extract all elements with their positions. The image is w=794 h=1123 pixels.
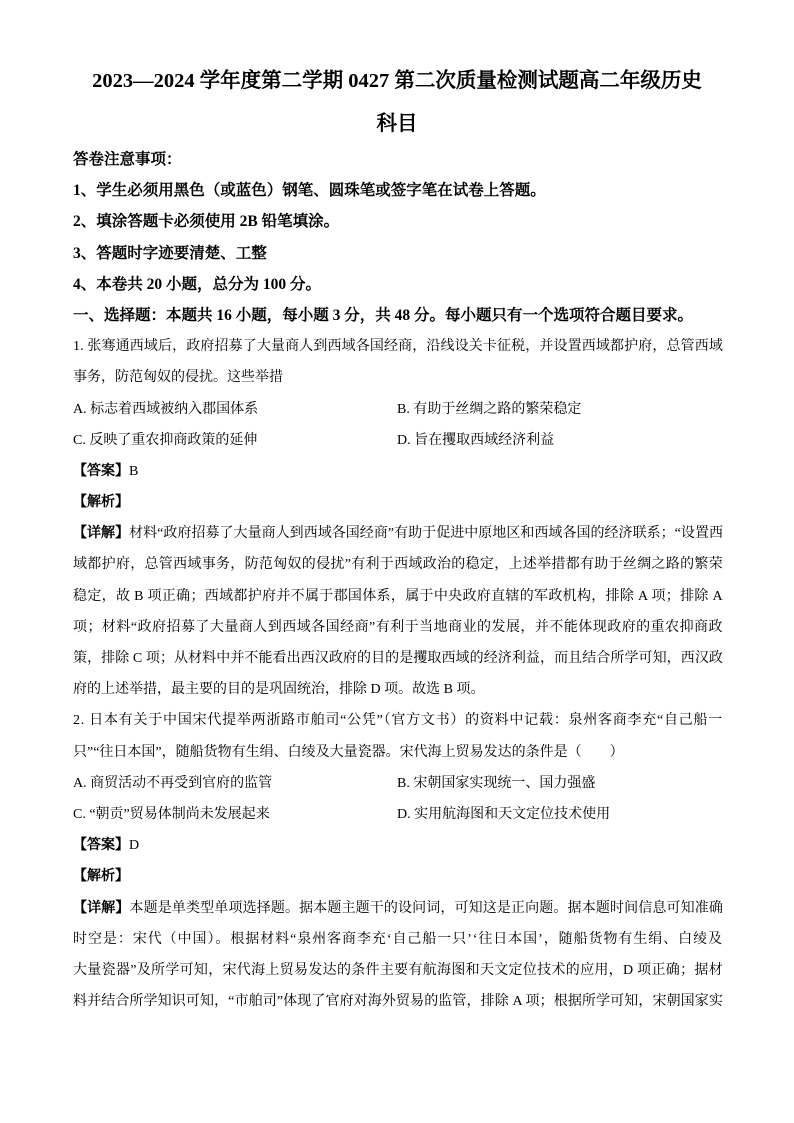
detail-line: 【详解】本题是单类型单项选择题。据本题主题干的设问词，可知这是正向题。据本题时间信息可知准确 xyxy=(73,900,723,916)
option-a: A. 标志着西域被纳入郡国体系 xyxy=(73,401,259,417)
answer-line xyxy=(73,830,723,861)
exam-title xyxy=(60,60,734,146)
exam-title-line2: 科目 xyxy=(376,113,418,135)
note-item: 4、本卷共 20 小题，总分为 100 分。 xyxy=(73,275,322,293)
detail-label: 【详解】 xyxy=(73,900,130,916)
answer-value: B xyxy=(129,463,139,479)
section-heading: 一、选择题：本题共 16 小题，每小题 3 分，共 48 分。每小题只有一个选项符合题目要求。 xyxy=(73,306,694,324)
options-row xyxy=(73,799,723,830)
option-d: D. 旨在攫取西域经济利益 xyxy=(397,432,555,448)
note-item: 2、填涂答题卡必须使用 2B 铅笔填涂。 xyxy=(73,213,340,231)
analysis-label: 【解析】 xyxy=(73,495,129,511)
analysis-line xyxy=(73,861,723,892)
option-c: C. 反映了重农抑商政策的延伸 xyxy=(73,432,258,448)
analysis-line xyxy=(73,487,723,518)
option-b: B. 宋朝国家实现统一、国力强盛 xyxy=(397,775,596,791)
option-a: A. 商贸活动不再受到官府的监管 xyxy=(73,775,273,791)
question-1 xyxy=(73,331,723,705)
detail-line: 【详解】材料“政府招募了大量商人到西域各国经商”有助于促进中原地区和西域各国的经济联系；“设置西 xyxy=(73,526,723,542)
notes-heading: 答卷注意事项： xyxy=(73,151,182,168)
detail-line: 时空是：宋代（中国）。根据材料“泉州客商李充‘自己船一只’‘往日本国’，随船货物有生绢、白绫及 xyxy=(73,931,723,947)
options-row xyxy=(73,768,723,799)
note-item: 1、学生必须用黑色（或蓝色）钢笔、圆珠笔或签字笔在试卷上答题。 xyxy=(73,182,546,200)
answer-line xyxy=(73,456,723,487)
detail-line: 策，排除 C 项；从材料中并不能看出西汉政府的目的是攫取西域的经济利益，而且结合所学可知，西汉政 xyxy=(73,651,723,666)
option-d: D. 实用航海图和天文定位技术使用 xyxy=(397,806,611,822)
question-stem-line: 1. 张骞通西域后，政府招募了大量商人到西域各国经商，沿线设关卡征税，并设置西域都护府，总管西域 xyxy=(73,339,723,355)
question-2 xyxy=(73,705,723,1017)
answer-label: 【答案】 xyxy=(73,838,129,854)
exam-content xyxy=(73,144,723,1017)
options-row xyxy=(73,425,723,456)
note-item: 3、答题时字迹要清楚、工整 xyxy=(73,244,267,262)
question-stem-line: 2. 日本有关于中国宋代提举两浙路市舶司“公凭”（官方文书）的资料中记载：泉州客商李充“自己船一 xyxy=(73,713,723,729)
detail-line: 域都护府，总管西域事务，防范匈奴的侵扰”有利于西域政治的稳定，上述举措都有助于丝绸之路的繁荣 xyxy=(73,557,723,573)
detail-line: 项；材料“政府招募了大量商人到西域各国经商”有利于当地商业的发展，并不能体现政府的重农抑商政 xyxy=(73,619,723,635)
detail-line: 府的上述举措，最主要的目的是巩固统治，排除 D 项。故选 B 项。 xyxy=(73,682,485,698)
answer-value: D xyxy=(129,838,140,854)
detail-line: 大量瓷器”及所学可知，宋代海上贸易发达的条件主要有航海图和天文定位技术的应用，D 项正确；据材 xyxy=(73,962,723,978)
analysis-label: 【解析】 xyxy=(73,869,129,885)
detail-line: 料并结合所学知识可知，“市舶司”体现了官府对海外贸易的监管，排除 A 项；根据所学可知，宋朝国家实 xyxy=(73,994,723,1010)
exam-title-line1: 2023—2024 学年度第二学期 0427 第二次质量检测试题高二年级历史 xyxy=(92,70,702,92)
question-stem-line: 只”“往日本国”，随船货物有生绢、白绫及大量瓷器。宋代海上贸易发达的条件是（ ） xyxy=(73,744,624,760)
detail-label: 【详解】 xyxy=(73,526,130,542)
option-c: C. “朝贡”贸易体制尚未发展起来 xyxy=(73,806,270,822)
options-row xyxy=(73,394,723,425)
detail-line: 稳定，故 B 项正确；西域都护府并不属于郡国体系，属于中央政府直辖的军政机构，排除 A 项；排除 A xyxy=(73,588,723,604)
question-stem-line: 事务，防范匈奴的侵扰。这些举措 xyxy=(73,370,283,386)
answer-notes xyxy=(73,144,723,331)
option-b: B. 有助于丝绸之路的繁荣稳定 xyxy=(397,401,582,417)
answer-label: 【答案】 xyxy=(73,463,129,479)
